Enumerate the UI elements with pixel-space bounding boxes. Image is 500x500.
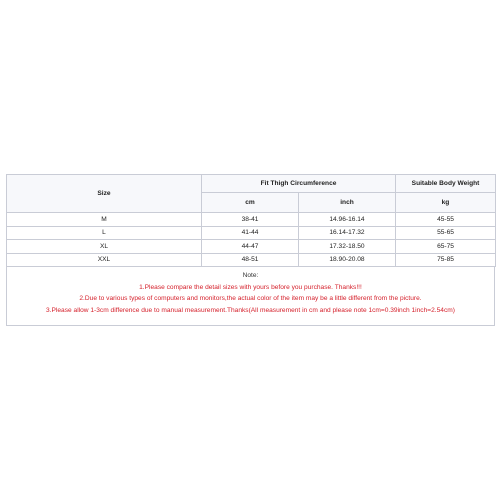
kg-cell: 65-75	[396, 240, 496, 254]
size-cell: XL	[7, 240, 202, 254]
kg-cell: 55-65	[396, 226, 496, 240]
size-cell: XXL	[7, 253, 202, 267]
note-line: 2.Due to various types of computers and monitors,the actual color of the item may be a little different from the picture.	[79, 295, 422, 302]
table-row	[7, 226, 496, 240]
kg-cell: 75-85	[396, 253, 496, 267]
size-cell: L	[7, 226, 202, 240]
size-cell: M	[7, 213, 202, 227]
cm-header: cm	[202, 193, 299, 213]
notes-box	[6, 267, 495, 326]
inch-cell: 16.14-17.32	[299, 226, 396, 240]
cm-cell: 44-47	[202, 240, 299, 254]
note-title: Note:	[242, 272, 259, 279]
note-line: 1.Please compare the detail sizes with yours before you purchase. Thanks!!!	[139, 283, 362, 291]
cm-cell: 38-41	[202, 213, 299, 227]
inch-cell: 14.96-16.14	[299, 213, 396, 227]
inch-cell: 17.32-18.50	[299, 240, 396, 254]
table-row	[7, 253, 496, 267]
table-row	[7, 213, 496, 227]
fit-header: Fit Thigh Circumference	[202, 175, 396, 193]
weight-header: Suitable Body Weight	[396, 175, 496, 193]
size-table	[6, 174, 496, 267]
note-line: 3.Please allow 1-3cm difference due to manual measurement.Thanks(All measurement in cm and please note 1cm=0.39inch 1inch=2.54cm)	[46, 306, 455, 314]
kg-header: kg	[396, 193, 496, 213]
kg-cell: 45-55	[396, 213, 496, 227]
cm-cell: 48-51	[202, 253, 299, 267]
size-header: Size	[7, 175, 202, 213]
inch-cell: 18.90-20.08	[299, 253, 396, 267]
size-chart	[6, 174, 495, 326]
inch-header: inch	[299, 193, 396, 213]
table-row	[7, 240, 496, 254]
cm-cell: 41-44	[202, 226, 299, 240]
